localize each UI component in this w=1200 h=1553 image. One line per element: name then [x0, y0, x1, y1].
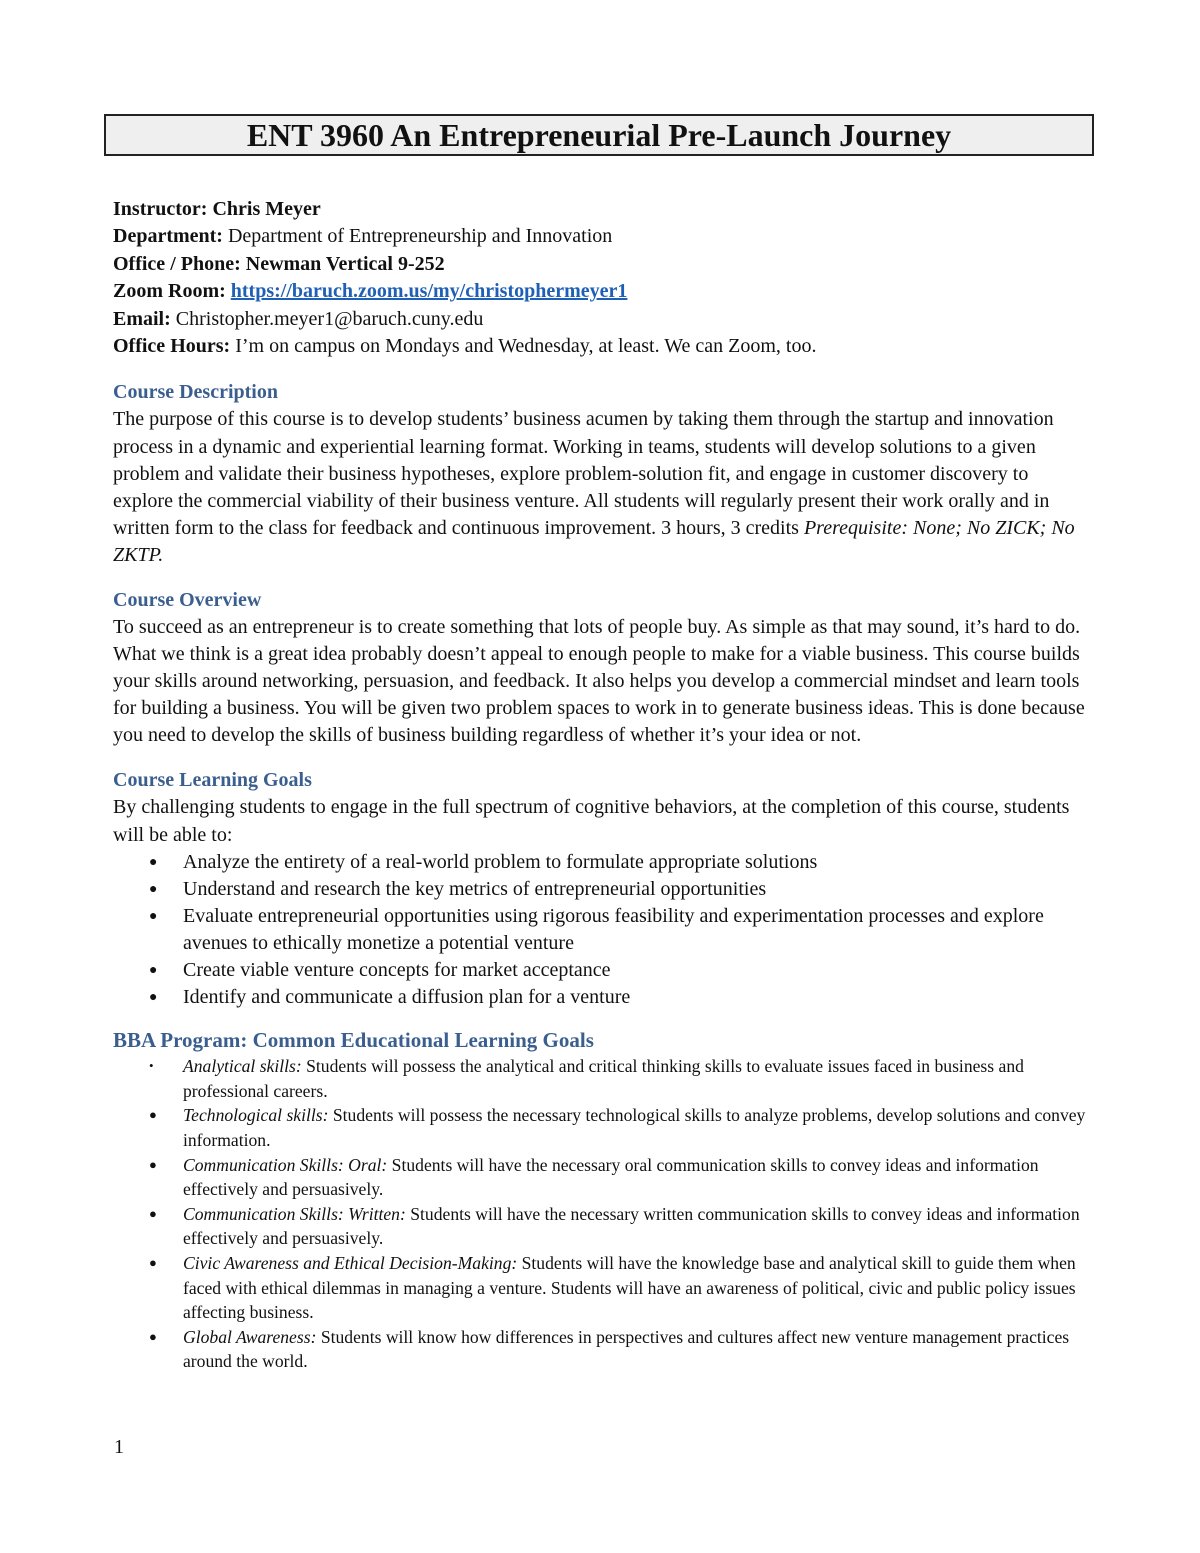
- zoom-line: [113, 278, 1088, 305]
- list-item: ● Create viable venture concepts for market acceptance: [113, 957, 1088, 984]
- office-line: [113, 251, 1088, 278]
- list-item: • Analytical skills: Students will possess the analytical and critical thinking skills to evaluate issues faced in business and professional careers.: [149, 1056, 1024, 1101]
- list-item: ● Global Awareness: Students will know how differences in perspectives and cultures affect new venture management practices around the world.: [149, 1326, 1070, 1372]
- list-item: ● Communication Skills: Oral: Students will have the necessary oral communication skills to convey ideas and information effectively and persuasively.: [149, 1154, 1039, 1200]
- list-item: ● Understand and research the key metrics of entrepreneurial opportunities: [113, 876, 1088, 903]
- office-label: Office / Phone:: [113, 252, 241, 275]
- email-label: Email:: [113, 307, 171, 330]
- course-prerequisite: Prerequisite: None; No ZICK; No ZKTP.: [113, 516, 1075, 566]
- learning-goals-intro: By challenging students to engage in the full spectrum of cognitive behaviors, at the completion of this course, students will be able to:: [113, 796, 1070, 846]
- course-title: ENT 3960 An Entrepreneurial Pre-Launch Journey: [246, 117, 952, 153]
- email-value: Christopher.meyer1@baruch.cuny.edu: [175, 307, 484, 330]
- list-item: ● Communication Skills: Written: Students will have the necessary written communication skills to convey ideas and information effectively and persuasively.: [149, 1203, 1080, 1249]
- bullet-icon: ●: [149, 1205, 157, 1221]
- department-line: [113, 223, 1088, 250]
- course-title-box: [104, 114, 1094, 156]
- zoom-link[interactable]: https://baruch.zoom.us/my/christophermeyer1: [230, 280, 628, 303]
- instructor-label: Instructor:: [113, 198, 208, 220]
- course-description-body: The purpose of this course is to develop students’ business acumen by taking them through the startup and innovation process in a dynamic and experiential learning format. Working in teams, students will develop solutions to a given problem and validate their business hypotheses, explore problem-solution fit, and engage in customer discovery to explore the commercial viability of their business venture. All students will regularly present their work orally and in written form to the class for feedback and continuous improvement. 3 hours, 3 credits: [113, 408, 1054, 539]
- bullet-icon: •: [149, 1058, 154, 1074]
- bullet-icon: ●: [149, 908, 158, 924]
- list-item: ● Identify and communicate a diffusion plan for a venture: [113, 984, 1088, 1011]
- course-description-heading: Course Description: [113, 381, 278, 404]
- department-value: Department of Entrepreneurship and Innovation: [227, 225, 613, 248]
- course-description-text: [113, 406, 1088, 569]
- office-hours-line: [113, 333, 1088, 360]
- list-item: ● Technological skills: Students will possess the necessary technological skills to analyze problems, develop solutions and convey information.: [149, 1105, 1086, 1150]
- bullet-icon: ●: [149, 1107, 157, 1123]
- office-hours-value: I’m on campus on Mondays and Wednesday, at least. We can Zoom, too.: [235, 335, 817, 358]
- office-value: Newman Vertical 9-252: [245, 252, 445, 275]
- zoom-label: Zoom Room:: [113, 280, 226, 303]
- instructor-line: [113, 196, 1088, 223]
- bba-goals-heading: BBA Program: Common Educational Learning Goals: [113, 1028, 594, 1053]
- course-learning-goals-heading: Course Learning Goals: [113, 769, 312, 792]
- list-item: ● Civic Awareness and Ethical Decision-Making: Students will have the knowledge base and analytical skill to guide them when faced with ethical dilemmas in managing a venture. Students will have an awareness of political, civic and public policy issues affecting business.: [149, 1252, 1076, 1323]
- bullet-icon: ●: [149, 963, 158, 979]
- document-body: [113, 196, 1088, 1374]
- instructor-value: Chris Meyer: [212, 198, 321, 220]
- bullet-icon: ●: [149, 854, 158, 870]
- email-line: [113, 306, 1088, 333]
- course-overview-text: To succeed as an entrepreneur is to create something that lots of people buy. As simple as that may sound, it’s hard to do. What we think is a great idea probably doesn’t appeal to enough people to make for a viable business. This course builds your skills around networking, persuasion, and feedback. It also helps you develop a commercial mindset and learn tools for building a business. You will be given two problem spaces to work in to generate business ideas. This is done because you need to develop the skills of business building regardless of whether it’s your idea or not.: [113, 616, 1085, 747]
- department-label: Department:: [113, 225, 223, 248]
- page-number: 1: [114, 1436, 124, 1458]
- list-item: ● Evaluate entrepreneurial opportunities using rigorous feasibility and experimentation processes and explore avenues to ethically monetize a potential venture: [149, 904, 1044, 954]
- bullet-icon: ●: [149, 1254, 157, 1270]
- learning-goals-list: [113, 849, 1088, 1012]
- bullet-icon: ●: [149, 881, 158, 897]
- course-overview-heading: Course Overview: [113, 589, 262, 611]
- bullet-icon: ●: [149, 1156, 157, 1172]
- office-hours-label: Office Hours:: [113, 335, 231, 358]
- bullet-icon: ●: [149, 990, 158, 1006]
- bba-goals-list: [113, 1054, 1088, 1374]
- list-item: ● Analyze the entirety of a real-world problem to formulate appropriate solutions: [113, 849, 1088, 876]
- bullet-icon: ●: [149, 1328, 157, 1344]
